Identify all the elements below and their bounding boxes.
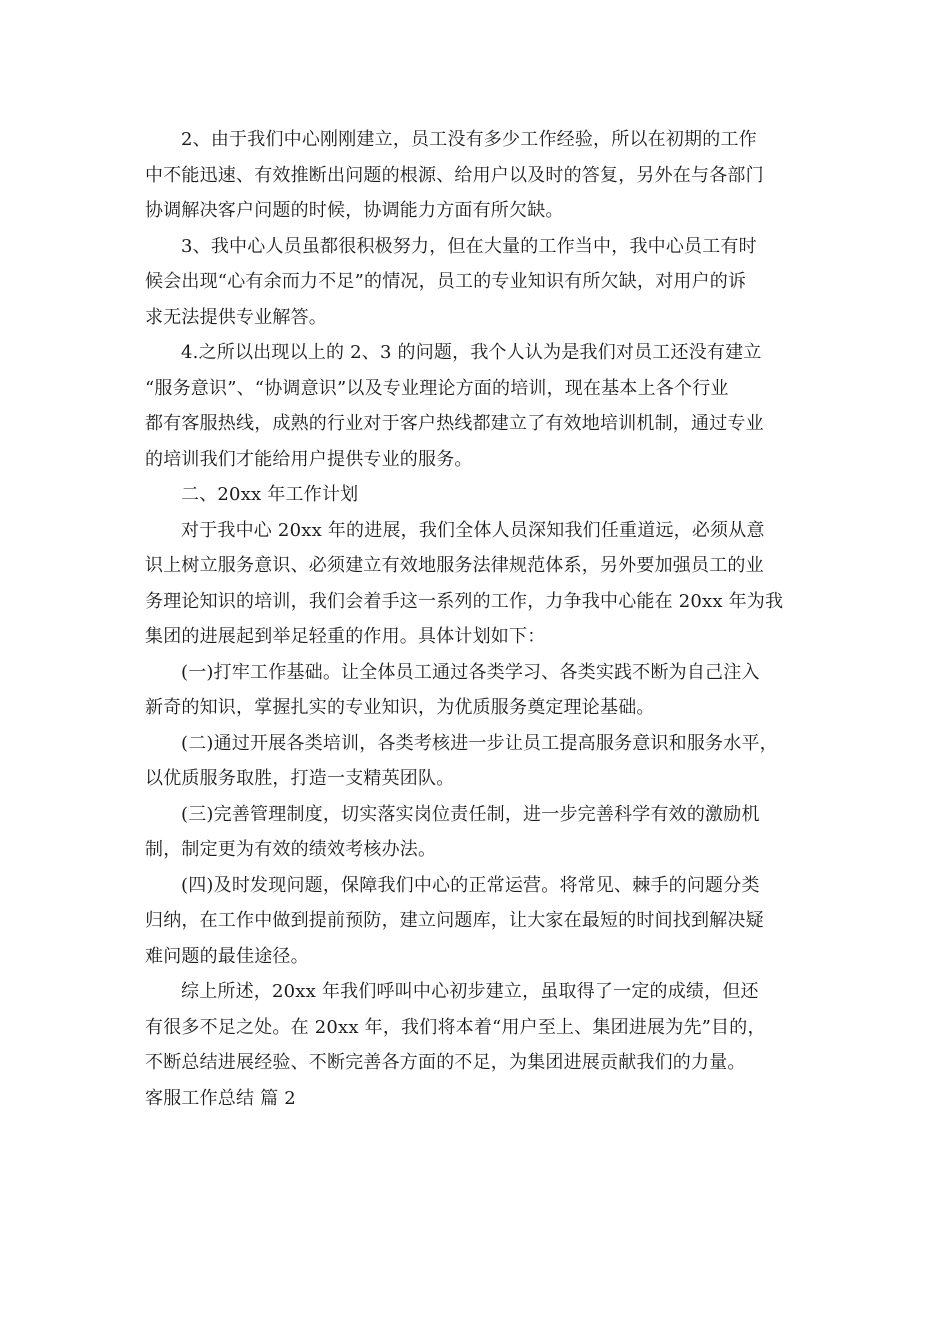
text-line: 都有客服热线，成熟的行业对于客户热线都建立了有效地培训机制，通过专业 xyxy=(145,413,764,434)
text-line: 识上树立服务意识、必须建立有效地服务法律规范体系，另外要加强员工的业 xyxy=(145,555,764,576)
text-line: 协调解决客户问题的时候，协调能力方面有所欠缺。 xyxy=(145,200,564,221)
text-line: 以优质服务取胜，打造一支精英团队。 xyxy=(145,768,455,789)
text-line: 候会出现“心有余而力不足”的情况，员工的专业知识有所欠缺，对用户的诉 xyxy=(145,271,747,292)
text-line: 3、我中心人员虽都很积极努力，但在大量的工作当中，我中心员工有时 xyxy=(181,235,757,257)
paragraph-staff-experience xyxy=(145,122,815,229)
text-line: 的培训我们才能给用户提供专业的服务。 xyxy=(145,448,473,470)
text-line: 不断总结进展经验、不断完善各方面的不足，为集团进展贡献我们的力量。 xyxy=(145,1052,746,1073)
text-line: 中不能迅速、有效推断出问题的根源、给用户以及时的答复，另外在与各部门 xyxy=(145,164,764,186)
text-line: 有很多不足之处。在 20xx 年，我们将本着“用户至上、集团进展为先”目的， xyxy=(145,1016,766,1038)
text-line: 新奇的知识，掌握扎实的专业知识，为优质服务奠定理论基础。 xyxy=(145,697,655,718)
text-line: 2、由于我们中心刚刚建立，员工没有多少工作经验，所以在初期的工作 xyxy=(181,129,757,150)
text-line: (二)通过开展各类培训，各类考核进一步让员工提高服务意识和服务水平， xyxy=(181,732,778,754)
section-title-part-2: 客服工作总结 篇 2 xyxy=(145,1087,296,1109)
paragraph-summary xyxy=(145,974,815,1081)
paragraph-plan-item-2 xyxy=(145,726,815,797)
paragraph-plan-intro xyxy=(145,513,815,655)
text-line: 难问题的最佳途径。 xyxy=(145,945,309,967)
text-line: (三)完善管理制度，切实落实岗位责任制，进一步完善科学有效的激励机 xyxy=(181,803,760,825)
text-line: (一)打牢工作基础。让全体员工通过各类学习、各类实践不断为自己注入 xyxy=(181,661,760,683)
text-line: 务理论知识的培训，我们会着手这一系列的工作，力争我中心能在 20xx 年为我 xyxy=(145,590,784,612)
text-line: 对于我中心 20xx 年的进展，我们全体人员深知我们任重道远，必须从意 xyxy=(181,519,765,541)
text-line: 综上所述，20xx 年我们呼叫中心初步建立，虽取得了一定的成绩，但还 xyxy=(181,981,759,1002)
text-line: (四)及时发现问题，保障我们中心的正常运营。将常见、棘手的问题分类 xyxy=(181,874,760,896)
text-line: 归纳，在工作中做到提前预防，建立问题库，让大家在最短的时间找到解决疑 xyxy=(145,910,764,931)
text-line: 集团的进展起到举足轻重的作用。具体计划如下： xyxy=(145,626,546,647)
paragraph-plan-item-3 xyxy=(145,797,815,868)
text-line: 求无法提供专业解答。 xyxy=(145,306,327,328)
heading-work-plan: 二、20xx 年工作计划 xyxy=(181,484,359,505)
text-line: “服务意识”、“协调意识”以及专业理论方面的培训，现在基本上各个行业 xyxy=(145,377,729,399)
text-line: 制，制定更为有效的绩效考核办法。 xyxy=(145,839,437,860)
paragraph-plan-item-1 xyxy=(145,655,815,726)
paragraph-staff-knowledge xyxy=(145,229,815,336)
paragraph-plan-item-4 xyxy=(145,868,815,975)
paragraph-training-reason xyxy=(145,335,815,477)
document-body xyxy=(145,122,815,1116)
text-line: 4.之所以出现以上的 2、3 的问题，我个人认为是我们对员工还没有建立 xyxy=(181,342,762,363)
